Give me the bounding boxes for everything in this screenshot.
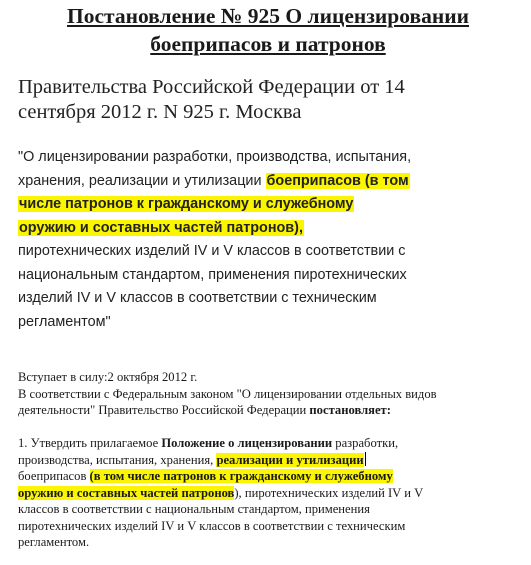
clause-text: боеприпасов <box>18 469 87 483</box>
title-line-2: боеприпасов и патронов <box>150 32 386 56</box>
quote-line-7: изделий IV и V классов в соответствии с техническим <box>18 290 377 306</box>
effective-line-2: В соответствии с Федеральным законом "О лицензировании отдельных видов <box>18 386 437 401</box>
quote-line-1: "О лицензировании разработки, производства, испытания, <box>18 149 412 165</box>
clause-1 <box>18 435 523 551</box>
quote-line-4 <box>18 217 518 241</box>
clause-line-2 <box>18 452 523 469</box>
text-cursor <box>365 452 366 466</box>
clause-text: ), пиротехнических изделий IV и V <box>234 485 424 500</box>
clause-bold: Положение о лицензировании <box>161 436 333 450</box>
quote-line-2 <box>18 170 518 194</box>
quote-highlight: числе патронов к гражданскому и служебному <box>19 196 354 212</box>
document-subtitle <box>18 75 523 125</box>
effective-text: деятельности" Правительство Российской Федерации <box>18 403 307 417</box>
subtitle-line-2: сентября 2012 г. N 925 г. Москва <box>18 101 302 123</box>
quote-line-3 <box>18 193 518 217</box>
clause-highlight: реализации и утилизации <box>216 452 364 467</box>
clause-line-6: пиротехнических изделий IV и V классов в соответствии с техническим <box>18 518 406 533</box>
clause-line-3 <box>18 468 523 485</box>
clause-line-1 <box>18 435 523 452</box>
clause-line-4 <box>18 485 523 502</box>
title-line-1: Постановление № 925 О лицензировании <box>66 4 469 28</box>
clause-line-5: классов в соответствии с национальным стандартом, применения <box>18 502 370 516</box>
quote-line-8: регламентом" <box>18 313 111 330</box>
clause-line-7: регламентом. <box>18 535 90 549</box>
document-quote <box>18 146 518 334</box>
effective-line-3 <box>18 402 523 419</box>
effective-date: Вступает в силу:2 октября 2012 г. <box>18 370 198 384</box>
decree-keyword: постановляет: <box>309 403 391 417</box>
quote-highlight: оружию и составных частей патронов), <box>19 219 303 236</box>
clause-highlight: (в том числе патронов к гражданскому и служебному <box>89 469 393 483</box>
quote-line-6: национальным стандартом, применения пиротехнических <box>18 266 407 283</box>
clause-text: 1. Утвердить прилагаемое <box>18 436 159 450</box>
clause-text: разработки, <box>335 436 399 450</box>
quote-highlight: боеприпасов (в том <box>266 172 409 189</box>
quote-line-5: пиротехнических изделий IV и V классов в соответствии с <box>18 243 406 259</box>
quote-text: хранения, реализации и утилизации <box>18 172 262 189</box>
effective-paragraph <box>18 369 523 419</box>
clause-highlight: оружию и составных частей патронов <box>18 485 235 500</box>
clause-text: производства, испытания, хранения, <box>18 452 214 467</box>
document-title <box>12 2 524 58</box>
subtitle-line-1: Правительства Российской Федерации от 14 <box>18 76 405 98</box>
